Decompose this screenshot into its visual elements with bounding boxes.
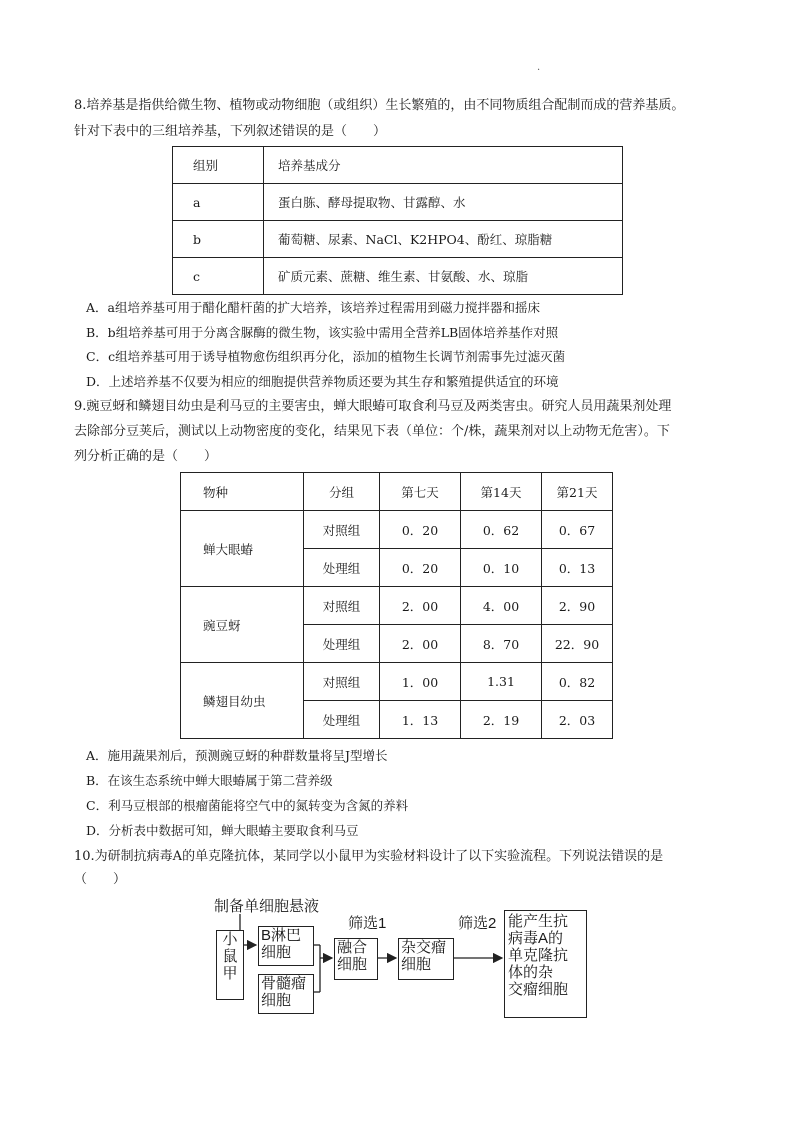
q8-option-c: C．c组培养基可用于诱导植物愈伤组织再分化，添加的植物生长调节剂需事先过滤灭菌 bbox=[86, 349, 566, 364]
table-cell: 0．67 bbox=[542, 511, 613, 549]
table-cell: 0．10 bbox=[461, 549, 542, 587]
table-header-cell: 第七天 bbox=[380, 473, 461, 511]
result-text: 病毒A的 bbox=[508, 930, 564, 947]
table-cell: 对照组 bbox=[304, 663, 380, 701]
fusion-text: 细胞 bbox=[337, 956, 368, 973]
table-row bbox=[173, 258, 623, 295]
table-cell: b bbox=[173, 221, 264, 258]
q9-stem-line3: 列分析正确的是（ ） bbox=[74, 449, 218, 464]
table-cell: 蛋白胨、酵母提取物、甘露醇、水 bbox=[264, 184, 623, 221]
mouse-text: 小 bbox=[222, 931, 238, 948]
screen1-label: 筛选1 bbox=[348, 915, 387, 932]
hybridoma-text: 杂交瘤 bbox=[401, 939, 447, 956]
table-cell: 2．00 bbox=[380, 625, 461, 663]
q9-option-d: D．分析表中数据可知，蝉大眼蝽主要取食利马豆 bbox=[86, 823, 359, 838]
q8-medium-table bbox=[172, 146, 623, 295]
table-header-cell: 培养基成分 bbox=[264, 147, 623, 184]
myeloma-text: 细胞 bbox=[261, 992, 292, 1009]
q9-density-table bbox=[180, 472, 613, 739]
fusion-box bbox=[334, 938, 378, 980]
table-cell: 8．70 bbox=[461, 625, 542, 663]
table-row bbox=[173, 221, 623, 258]
table-cell: 2．19 bbox=[461, 701, 542, 739]
table-cell: 2．00 bbox=[380, 587, 461, 625]
table-cell: 0．13 bbox=[542, 549, 613, 587]
table-row bbox=[181, 511, 613, 549]
species-cell: 豌豆蚜 bbox=[181, 587, 304, 663]
table-cell: 22．90 bbox=[542, 625, 613, 663]
result-text: 单克隆抗 bbox=[508, 947, 569, 964]
table-header-cell: 第14天 bbox=[461, 473, 542, 511]
table-cell: 葡萄糖、尿素、NaCl、K2HPO4、酚红、琼脂糖 bbox=[264, 221, 623, 258]
q8-option-d: D．上述培养基不仅要为相应的细胞提供营养物质还要为其生存和繁殖提供适宜的环境 bbox=[86, 374, 559, 389]
table-cell: a bbox=[173, 184, 264, 221]
table-header-row bbox=[173, 147, 623, 184]
hybridoma-text: 细胞 bbox=[401, 956, 432, 973]
q8-option-a: A．a组培养基可用于醋化醋杆菌的扩大培养，该培养过程需用到磁力搅拌器和摇床 bbox=[86, 300, 540, 315]
hybridoma-box bbox=[398, 938, 454, 980]
table-cell: 4．00 bbox=[461, 587, 542, 625]
table-cell: c bbox=[173, 258, 264, 295]
q9-stem-line2: 去除部分豆荚后，测试以上动物密度的变化，结果见下表（单位：个/株，蔬果剂对以上动物无危害）。下 bbox=[74, 424, 670, 439]
prep-label: 制备单细胞悬液 bbox=[214, 898, 320, 915]
myeloma-text: 骨髓瘤 bbox=[261, 975, 307, 992]
q9-option-a: A．施用蔬果剂后，预测豌豆蚜的种群数量将呈J型增长 bbox=[86, 748, 388, 763]
table-row bbox=[181, 663, 613, 701]
q9-stem-line1: 9.豌豆蚜和鳞翅目幼虫是利马豆的主要害虫，蝉大眼蝽可取食利马豆及两类害虫。研究人员用蔬果剂处理 bbox=[74, 399, 672, 414]
table-cell: 1．00 bbox=[380, 663, 461, 701]
q8-option-b: B．b组培养基可用于分离含脲酶的微生物，该实验中需用全营养LB固体培养基作对照 bbox=[86, 325, 559, 340]
result-text: 体的杂 bbox=[508, 964, 554, 981]
result-box bbox=[504, 910, 587, 1018]
table-header-cell: 物种 bbox=[181, 473, 304, 511]
table-header-row bbox=[181, 473, 613, 511]
table-cell: 0．20 bbox=[380, 511, 461, 549]
table-cell: 1.31 bbox=[461, 663, 542, 701]
mouse-text: 甲 bbox=[222, 965, 238, 982]
table-row bbox=[181, 587, 613, 625]
q8-stem-line1: 8.培养基是指供给微生物、植物或动物细胞（或组织）生长繁殖的，由不同物质组合配制而成的营养基质。 bbox=[74, 98, 685, 113]
bcell-text: 细胞 bbox=[261, 944, 292, 961]
table-cell: 处理组 bbox=[304, 549, 380, 587]
table-cell: 处理组 bbox=[304, 625, 380, 663]
q9-option-b: B．在该生态系统中蝉大眼蝽属于第二营养级 bbox=[86, 773, 333, 788]
q10-stem-line2: （ ） bbox=[74, 872, 127, 887]
q9-option-c: C．利马豆根部的根瘤菌能将空气中的氮转变为含氮的养料 bbox=[86, 798, 409, 813]
table-cell: 2．90 bbox=[542, 587, 613, 625]
table-header-cell: 分组 bbox=[304, 473, 380, 511]
table-cell: 对照组 bbox=[304, 587, 380, 625]
fusion-text: 融合 bbox=[337, 939, 368, 956]
table-cell: 矿质元素、蔗糖、维生素、甘氨酸、水、琼脂 bbox=[264, 258, 623, 295]
table-cell: 处理组 bbox=[304, 701, 380, 739]
species-cell: 鳞翅目幼虫 bbox=[181, 663, 304, 739]
screen2-label: 筛选2 bbox=[458, 915, 497, 932]
table-header-cell: 第21天 bbox=[542, 473, 613, 511]
table-cell: 0．62 bbox=[461, 511, 542, 549]
mouse-box bbox=[216, 930, 244, 1000]
mouse-text: 鼠 bbox=[222, 948, 238, 965]
bcell-box bbox=[258, 926, 314, 966]
table-cell: 2．03 bbox=[542, 701, 613, 739]
table-cell: 0．82 bbox=[542, 663, 613, 701]
species-cell: 蝉大眼蝽 bbox=[181, 511, 304, 587]
table-cell: 对照组 bbox=[304, 511, 380, 549]
result-text: 能产生抗 bbox=[508, 913, 569, 930]
myeloma-box bbox=[258, 974, 314, 1014]
bcell-text: B淋巴 bbox=[261, 927, 302, 944]
table-cell: 1．13 bbox=[380, 701, 461, 739]
q10-flow-diagram bbox=[200, 890, 620, 1030]
result-text: 交瘤细胞 bbox=[508, 981, 569, 998]
q8-stem-line2: 针对下表中的三组培养基，下列叙述错误的是（ ） bbox=[74, 124, 387, 139]
table-cell: 0．20 bbox=[380, 549, 461, 587]
scan-dot: . bbox=[537, 62, 541, 73]
table-row bbox=[173, 184, 623, 221]
q10-stem-line1: 10.为研制抗病毒A的单克隆抗体，某同学以小鼠甲为实验材料设计了以下实验流程。下列说法错误的是 bbox=[74, 849, 664, 864]
table-header-cell: 组别 bbox=[173, 147, 264, 184]
